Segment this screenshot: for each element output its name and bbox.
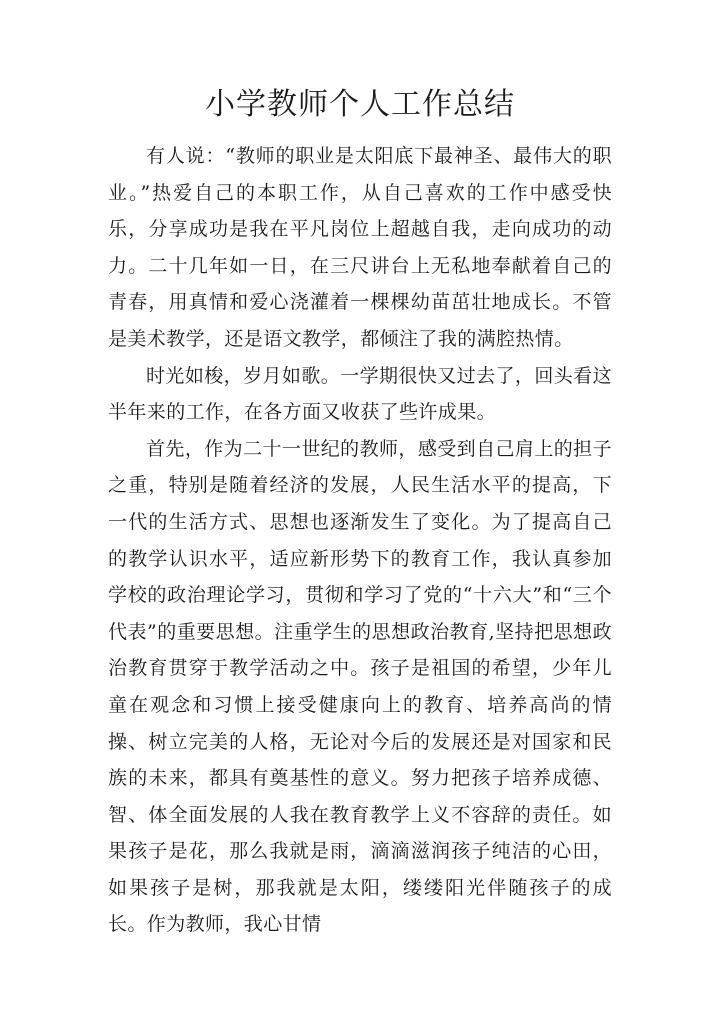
paragraph-1: 有人说：“教师的职业是太阳底下最神圣、最伟大的职业。”热爱自己的本职工作，从自己喜欢的工作中感受快乐，分享成功是我在平凡岗位上超越自我，走向成功的动力。二十几年如一日，在三尺讲台上无私地奉献着自己的青春，用真情和爱心浇灌着一棵棵幼苗茁壮地成长。不管是美术教学，还是语文教学，都倾注了我的满腔热情。	[108, 145, 612, 350]
document-body	[108, 138, 612, 943]
paragraph-2: 时光如梭，岁月如歌。一学期很快又过去了，回头看这半年来的工作，在各方面又收获了些许成果。	[108, 364, 612, 424]
paragraph-3: 首先，作为二十一世纪的教师，感受到自己肩上的担子之重，特别是随着经济的发展，人民生活水平的提高，下一代的生活方式、思想也逐渐发生了变化。为了提高自己的教学认识水平，适应新形势下的教育工作，我认真参加学校的政治理论学习，贯彻和学习了党的“十六大”和“三个代表”的重要思想。注重学生的思想政治教育,坚持把思想政治教育贯穿于教学活动之中。孩子是祖国的希望，少年儿童在观念和习惯上接受健康向上的教育、培养高尚的情操、树立完美的人格，无论对今后的发展还是对国家和民族的未来，都具有奠基性的意义。努力把孩子培养成德、智、体全面发展的人我在教育教学上义不容辞的责任。如果孩子是花，那么我就是雨，滴滴滋润孩子纯洁的心田，如果孩子是树，那我就是太阳，缕缕阳光伴随孩子的成长。作为教师，我心甘情	[108, 437, 612, 936]
document-title: 小学教师个人工作总结	[205, 87, 515, 122]
